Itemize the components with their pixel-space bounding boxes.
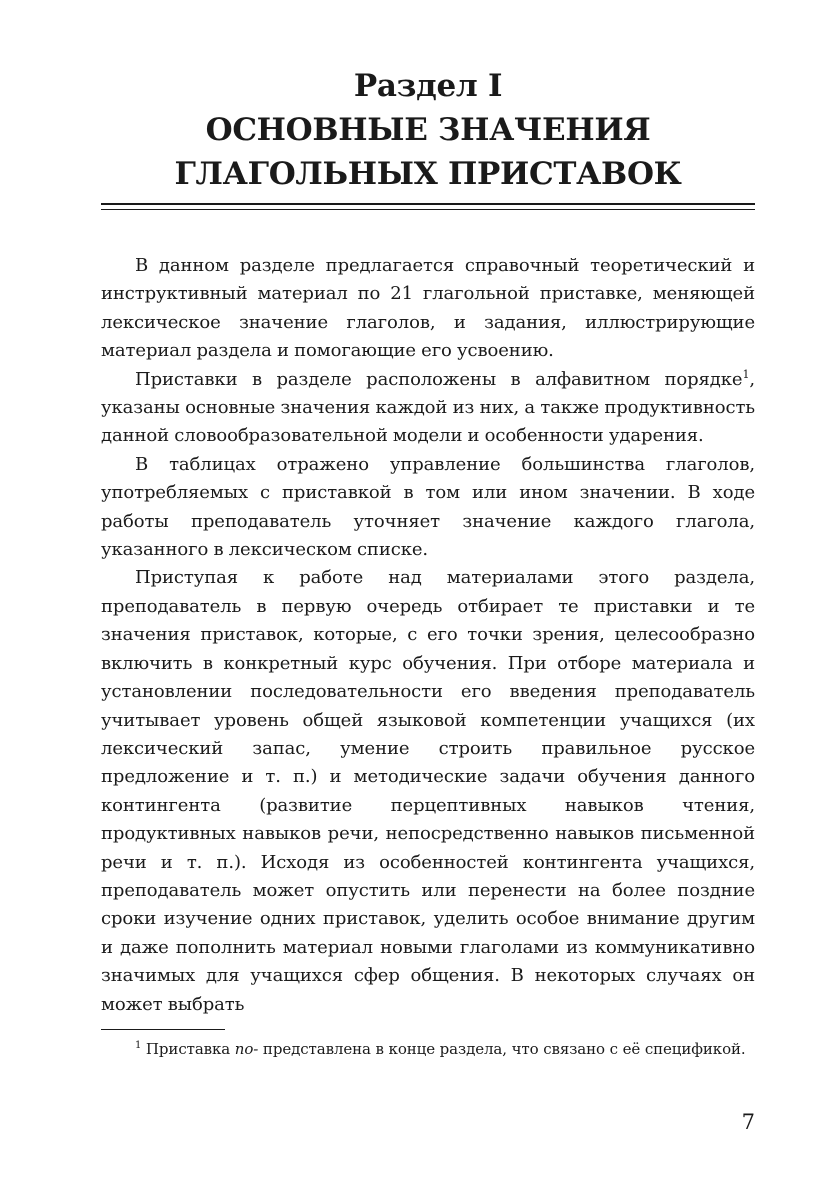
section-title-line-2: ГЛАГОЛЬНЫХ ПРИСТАВОК: [174, 156, 682, 192]
paragraph-2-text-start: Приставки в разделе расположены в алфавитном порядке: [135, 368, 743, 390]
paragraph-4: Приступая к работе над материалами этого раздела, преподаватель в первую очередь отбирает те приставки и те значения приставок, которые, с его точки зрения, целесообразно включить в конкретный курс обучения. При отборе материала и установлении последовательности его введения преподаватель учитывает уровень общей языковой компетенции учащихся (их лексический запас, умение строить правильное русское предложение и т. п.) и методические задачи обучения данного контингента (развитие перцептивных навыков чтения, продуктивных навыков речи, непосредственно навыков письменной речи и т. п.). Исходя из особенностей контингента учащихся, преподаватель может опустить или перенести на более поздние сроки изучение одних приставок, уделить особое внимание другим и даже пополнить материал новыми глаголами из коммуникативно значимых для учащихся сфер общения. В некоторых случаях он может выбрать: [101, 567, 755, 1015]
footnote: [101, 1037, 755, 1061]
page-number: 7: [741, 1110, 755, 1134]
footnote-italic-prefix: по-: [234, 1040, 259, 1058]
paragraph-1: В данном разделе предлагается справочный теоретический и инструктивный материал по 21 глагольной приставке, меняющей лексическое значение глаголов, и задания, иллюстрирующие материал раздела и помогающие его усвоению.: [101, 255, 755, 362]
paragraph-3: В таблицах отражено управление большинства глаголов, употребляемых с приставкой в том или ином значении. В ходе работы преподаватель уточняет значение каждого глагола, указанного в лексическом списке.: [101, 453, 755, 561]
footnote-number: 1: [135, 1040, 142, 1051]
section-label: Раздел I: [353, 68, 503, 104]
book-page: [101, 0, 755, 1182]
section-title-line-1: ОСНОВНЫЕ ЗНАЧЕНИЯ: [205, 112, 651, 148]
footnote-text-start: Приставка: [141, 1040, 235, 1058]
footnote-text-end: представлена в конце раздела, что связано с её спецификой.: [258, 1040, 746, 1058]
paragraph-2: [101, 366, 755, 451]
footnote-reference: 1: [742, 367, 750, 381]
section-heading: [101, 64, 755, 196]
double-rule-divider: [101, 203, 755, 210]
body-text: [101, 252, 755, 1019]
paragraph-2-text-end: , указаны основные значения каждой из них, а также продуктивность данной словообразовательной модели и особенности ударения.: [101, 368, 755, 447]
footnote-separator: [101, 1029, 225, 1030]
